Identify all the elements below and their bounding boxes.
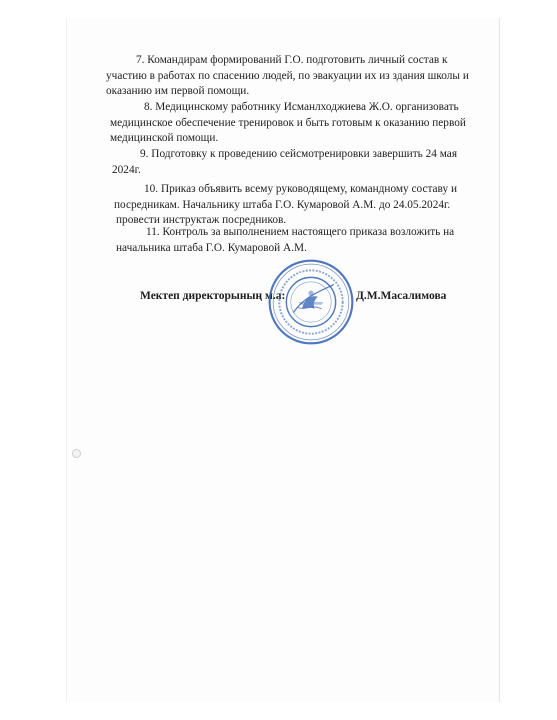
paragraph-line: 9. Подготовку к проведению сейсмотренировки завершить 24 мая bbox=[140, 148, 458, 160]
paragraph-line: 11. Контроль за выполнением настоящего приказа возложить на bbox=[146, 226, 455, 238]
paragraph-item-10 bbox=[0, 182, 457, 229]
paragraph-item-7 bbox=[0, 53, 469, 100]
signatory-name: Д.М.Масалимова bbox=[356, 290, 447, 302]
signatory-position: Мектеп директорының м.а: bbox=[140, 290, 286, 302]
paragraph-line: медицинское обеспечение тренировок и быть готовым к оказанию первой bbox=[110, 116, 466, 129]
paragraph-line: 8. Медицинскому работнику Исманлходжиева Ж.О. организовать bbox=[144, 101, 459, 113]
paragraph-line: 2024г. bbox=[112, 163, 141, 176]
paragraph-line: посредникам. Начальнику штаба Г.О. Кумаровой А.М. до 24.05.2024г. bbox=[114, 198, 451, 211]
paragraph-line: участию в работах по спасению людей, по эвакуации их из здания школы и bbox=[106, 69, 469, 82]
paragraph-item-11 bbox=[0, 225, 454, 256]
paragraph-item-8 bbox=[0, 100, 466, 147]
paragraph-line: 7. Командирам формирований Г.О. подготовить личный состав к bbox=[136, 54, 448, 66]
paragraph-line: провести инструктаж посредников. bbox=[116, 214, 287, 226]
punch-hole bbox=[72, 449, 81, 458]
paragraph-line: оказанию им первой помощи. bbox=[106, 85, 250, 97]
paragraph-line: начальника штаба Г.О. Кумаровой А.М. bbox=[116, 241, 307, 254]
paragraph-item-9 bbox=[0, 147, 457, 178]
paragraph-line: медицинской помощи. bbox=[110, 132, 219, 144]
paragraph-line: 10. Приказ объявить всему руководящему, командному составу и bbox=[144, 183, 458, 195]
round-official-seal-icon bbox=[267, 258, 355, 346]
